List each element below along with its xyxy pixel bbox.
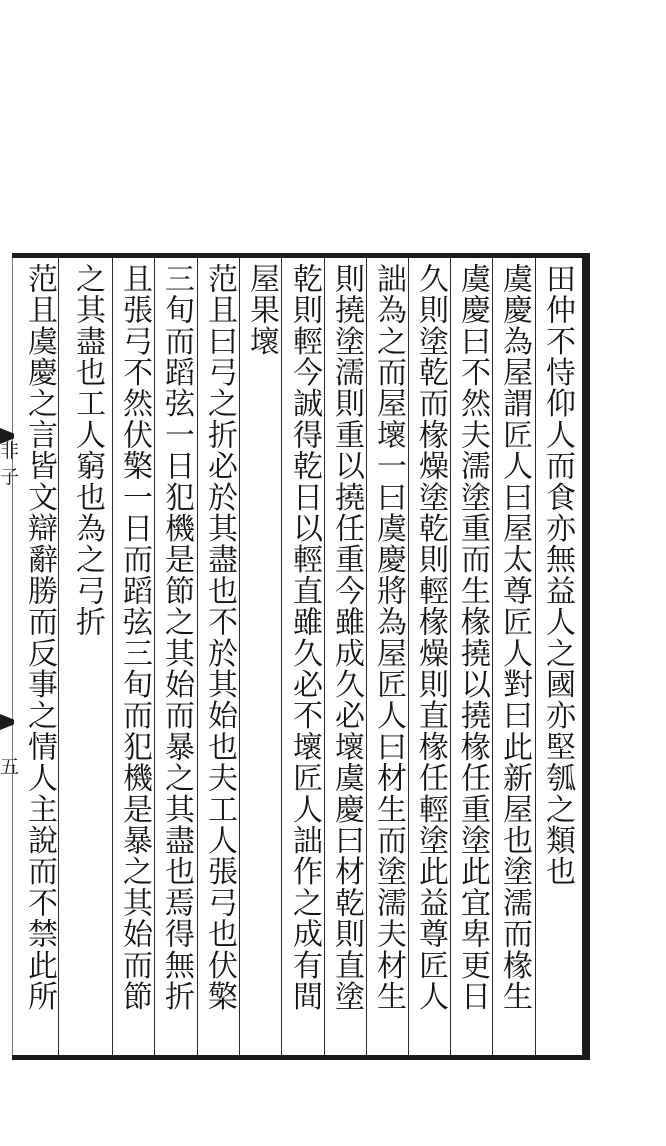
- text-column: 田仲不恃仰人而食亦無益人之國亦堅瓠之類也: [540, 263, 575, 887]
- column-rule: [324, 258, 325, 1055]
- text-column: 之其盡也工人窮也為之弓折: [70, 263, 105, 638]
- column-rule: [112, 258, 113, 1055]
- text-column: 虞慶曰不然夫濡塗重而生椽撓以撓椽任重塗此宜卑更日: [455, 263, 490, 1012]
- column-rule: [58, 258, 59, 1055]
- text-column: 范且虞慶之言皆文辯辭勝而反事之情人主說而不禁此所: [22, 263, 57, 1012]
- text-column: 三旬而蹈弦一日犯機是節之其始而暴之其盡也焉得無折: [159, 263, 194, 1012]
- column-rule: [408, 258, 409, 1055]
- column-rule: [239, 258, 240, 1055]
- column-rule: [535, 258, 536, 1055]
- column-rule: [197, 258, 198, 1055]
- column-rule: [366, 258, 367, 1055]
- text-column: 乾則輕今誠得乾日以輕直雖久必不壞匠人詘作之成有間: [287, 263, 322, 1012]
- text-column: 詘為之而屋壞一曰虞慶將為屋匠人曰材生而塗濡夫材生: [371, 263, 406, 1012]
- text-column: 范且曰弓之折必於其盡也不於其始也夫工人張弓也伏檠: [202, 263, 237, 1012]
- column-rule: [492, 258, 493, 1055]
- text-column: 虞慶為屋謂匠人曰屋太尊匠人對曰此新屋也塗濡而椽生: [497, 263, 532, 1012]
- text-column: 且張弓不然伏檠一日而蹈弦三旬而犯機是暴之其始而節: [117, 263, 152, 1012]
- column-rule: [450, 258, 451, 1055]
- text-column: 則撓塗濡則重以撓任重今雖成久必壞虞慶曰材乾則直塗: [329, 263, 364, 1012]
- column-rule: [281, 258, 282, 1055]
- margin-page-number: 五: [0, 756, 20, 778]
- text-column-heading: 屋果壞: [244, 263, 279, 357]
- margin-title-glyph: 非: [0, 440, 20, 462]
- margin-title-glyph: 子: [0, 466, 20, 488]
- text-column: 久則塗乾而椽燥塗乾則輕椽燥則直椽任輕塗此益尊匠人: [413, 263, 448, 1012]
- column-rule: [154, 258, 155, 1055]
